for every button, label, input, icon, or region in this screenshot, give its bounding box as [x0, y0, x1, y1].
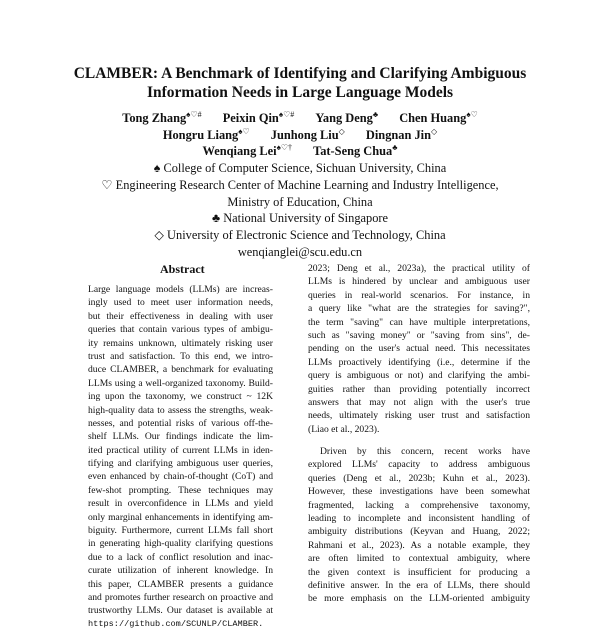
- author: Hongru Liang♠♡: [162, 126, 250, 142]
- text-line: few-shot prompting. These techniques may: [88, 484, 273, 496]
- text-line: trust and satisfaction. To this end, we intro-: [88, 350, 273, 362]
- text-line: explored LLMs' capacity to address ambiguous: [308, 459, 530, 471]
- text-line: duce CLAMBER, a benchmark for evaluating: [88, 364, 273, 376]
- text-line: result in overconfidence in LLMs and yield: [88, 498, 273, 510]
- text-line: tifying and clarifying ambiguous user queries,: [88, 458, 273, 470]
- author: Peixin Qin♠♡#: [222, 109, 295, 125]
- text-line: only marginal enhancements in identifying am-: [88, 511, 273, 523]
- text-line: high-quality data to assess the strengths, weak-: [88, 404, 273, 416]
- author: Chen Huang♠♡: [399, 109, 478, 125]
- text-line: nesses, and potential risks of various off-the-: [88, 417, 273, 429]
- text-line: answers that may not align with the user's true: [308, 396, 530, 408]
- intro-paragraph: [308, 445, 530, 606]
- text-line: (Liao et al., 2023).: [308, 423, 380, 435]
- text-line: leading to incomplete and inconsistent handling of: [308, 513, 530, 525]
- author: Tat-Seng Chua♣: [313, 143, 398, 159]
- text-line: definitive answer. In the era of LLMs, there should: [308, 579, 530, 591]
- text-line: fragmented, lacking a comprehensive taxonomy,: [308, 499, 530, 511]
- dataset-link[interactable]: https://github.com/SCUNLP/CLAMBER.: [88, 618, 264, 629]
- text-line: ingly used to meet user information needs,: [88, 297, 273, 309]
- text-line: ity remains unknown, ultimately risking user: [88, 337, 273, 349]
- text-line: curate utilization of inherent knowledge. In: [88, 565, 273, 577]
- text-line: guities rather than providing potentially incorrect: [308, 383, 530, 395]
- author-line: [80, 143, 520, 160]
- text-line: this paper, CLAMBER presents a guidance: [88, 578, 273, 590]
- text-line: Large language models (LLMs) are increas-: [88, 284, 273, 295]
- text-line: ing upon the taxonomy, we construct ~ 12K: [88, 391, 273, 403]
- title-line: Information Needs in Large Language Models: [146, 84, 454, 101]
- text-line: the given context is insufficient for producing a: [308, 566, 530, 578]
- text-line: queries that contain various types of ambigu-: [88, 324, 273, 336]
- contact-email: wenqianglei@scu.edu.cn: [237, 244, 363, 259]
- text-line: in generating high-quality clarifying questions: [88, 538, 273, 550]
- affiliation: Ministry of Education, China: [227, 194, 373, 209]
- text-line: and promotes further research on proactive and: [88, 591, 273, 603]
- text-line: the term "saving" can have multiple interpretations,: [308, 316, 530, 328]
- text-line: due to a lack of conflict resolution and inac-: [88, 551, 273, 563]
- text-line: pending on the user's actual need. This necessitates: [308, 343, 530, 355]
- affiliation: ♡ Engineering Research Center of Machine Learning and Industry Intelligence,: [101, 177, 499, 192]
- affiliation: ♣ National University of Singapore: [211, 211, 389, 226]
- abstract-body: [88, 283, 273, 631]
- author: Dingnan Jin◇: [365, 126, 438, 142]
- title-line: CLAMBER: A Benchmark of Identifying and Clarifying Ambiguous: [73, 65, 527, 82]
- text-line: Driven by this concern, recent works have: [320, 446, 530, 458]
- author-block: [80, 110, 520, 260]
- abstract-heading: Abstract: [160, 262, 205, 276]
- author-line: [80, 127, 520, 144]
- text-line: but their effectiveness in dealing with user: [88, 310, 273, 322]
- author: Yang Deng♣: [315, 109, 379, 125]
- text-line: LLMs using a well-organized taxonomy. Build-: [88, 377, 273, 389]
- author: Tong Zhang♠♡#: [122, 109, 202, 125]
- text-line: biguity. Furthermore, current LLMs fall short: [88, 525, 273, 537]
- text-line: be more emphasis on the LLM-oriented ambiguity: [308, 593, 530, 605]
- text-line: query is ambiguous or not) and clarifying the ambi-: [308, 370, 530, 382]
- text-line: LLMs proactively identifying (i.e., determine if the: [308, 356, 530, 368]
- text-line: LLMs is hindered by unclear and ambiguous user: [308, 276, 530, 288]
- text-line: a query like "what are the strategies for saving?",: [308, 303, 530, 315]
- text-line: ambiguity distributions (Keyvan and Huang, 2022;: [308, 526, 530, 538]
- text-line: However, these investigations have been somewhat: [308, 486, 530, 498]
- author: Junhong Liu◇: [270, 126, 345, 142]
- text-line: Rahmani et al., 2023). As a notable example, they: [308, 539, 530, 551]
- text-line: trustworthy LLMs. Our dataset is available at: [88, 605, 273, 617]
- author: Wenqiang Lei♠♡†: [202, 143, 292, 159]
- intro-paragraph: [308, 262, 530, 436]
- author-line: [80, 110, 520, 127]
- text-line: queries in real-world scenarios. For instance, in: [308, 289, 530, 301]
- text-line: even enhanced by chain-of-thought (CoT) and: [88, 471, 273, 483]
- text-line: such as "saving money" or "saving from sins", de-: [308, 329, 530, 341]
- affiliation: ♠ College of Computer Science, Sichuan University, China: [153, 161, 447, 176]
- text-line: 2023; Deng et al., 2023a), the practical utility of: [308, 263, 530, 274]
- text-line: shelf LLMs. Our findings indicate the lim-: [88, 431, 273, 443]
- affiliation: ◇ University of Electronic Science and Technology, China: [154, 227, 446, 242]
- paper-title: [60, 64, 540, 102]
- text-line: queries (Deng et al., 2023b; Kuhn et al., 2023).: [308, 472, 530, 484]
- text-line: ited practical utility of current LLMs in iden-: [88, 444, 273, 456]
- text-line: needs, ultimately risking user trust and satisfaction: [308, 410, 530, 422]
- text-line: are often limited to contextual ambiguity, where: [308, 553, 530, 565]
- right-column: [308, 262, 530, 606]
